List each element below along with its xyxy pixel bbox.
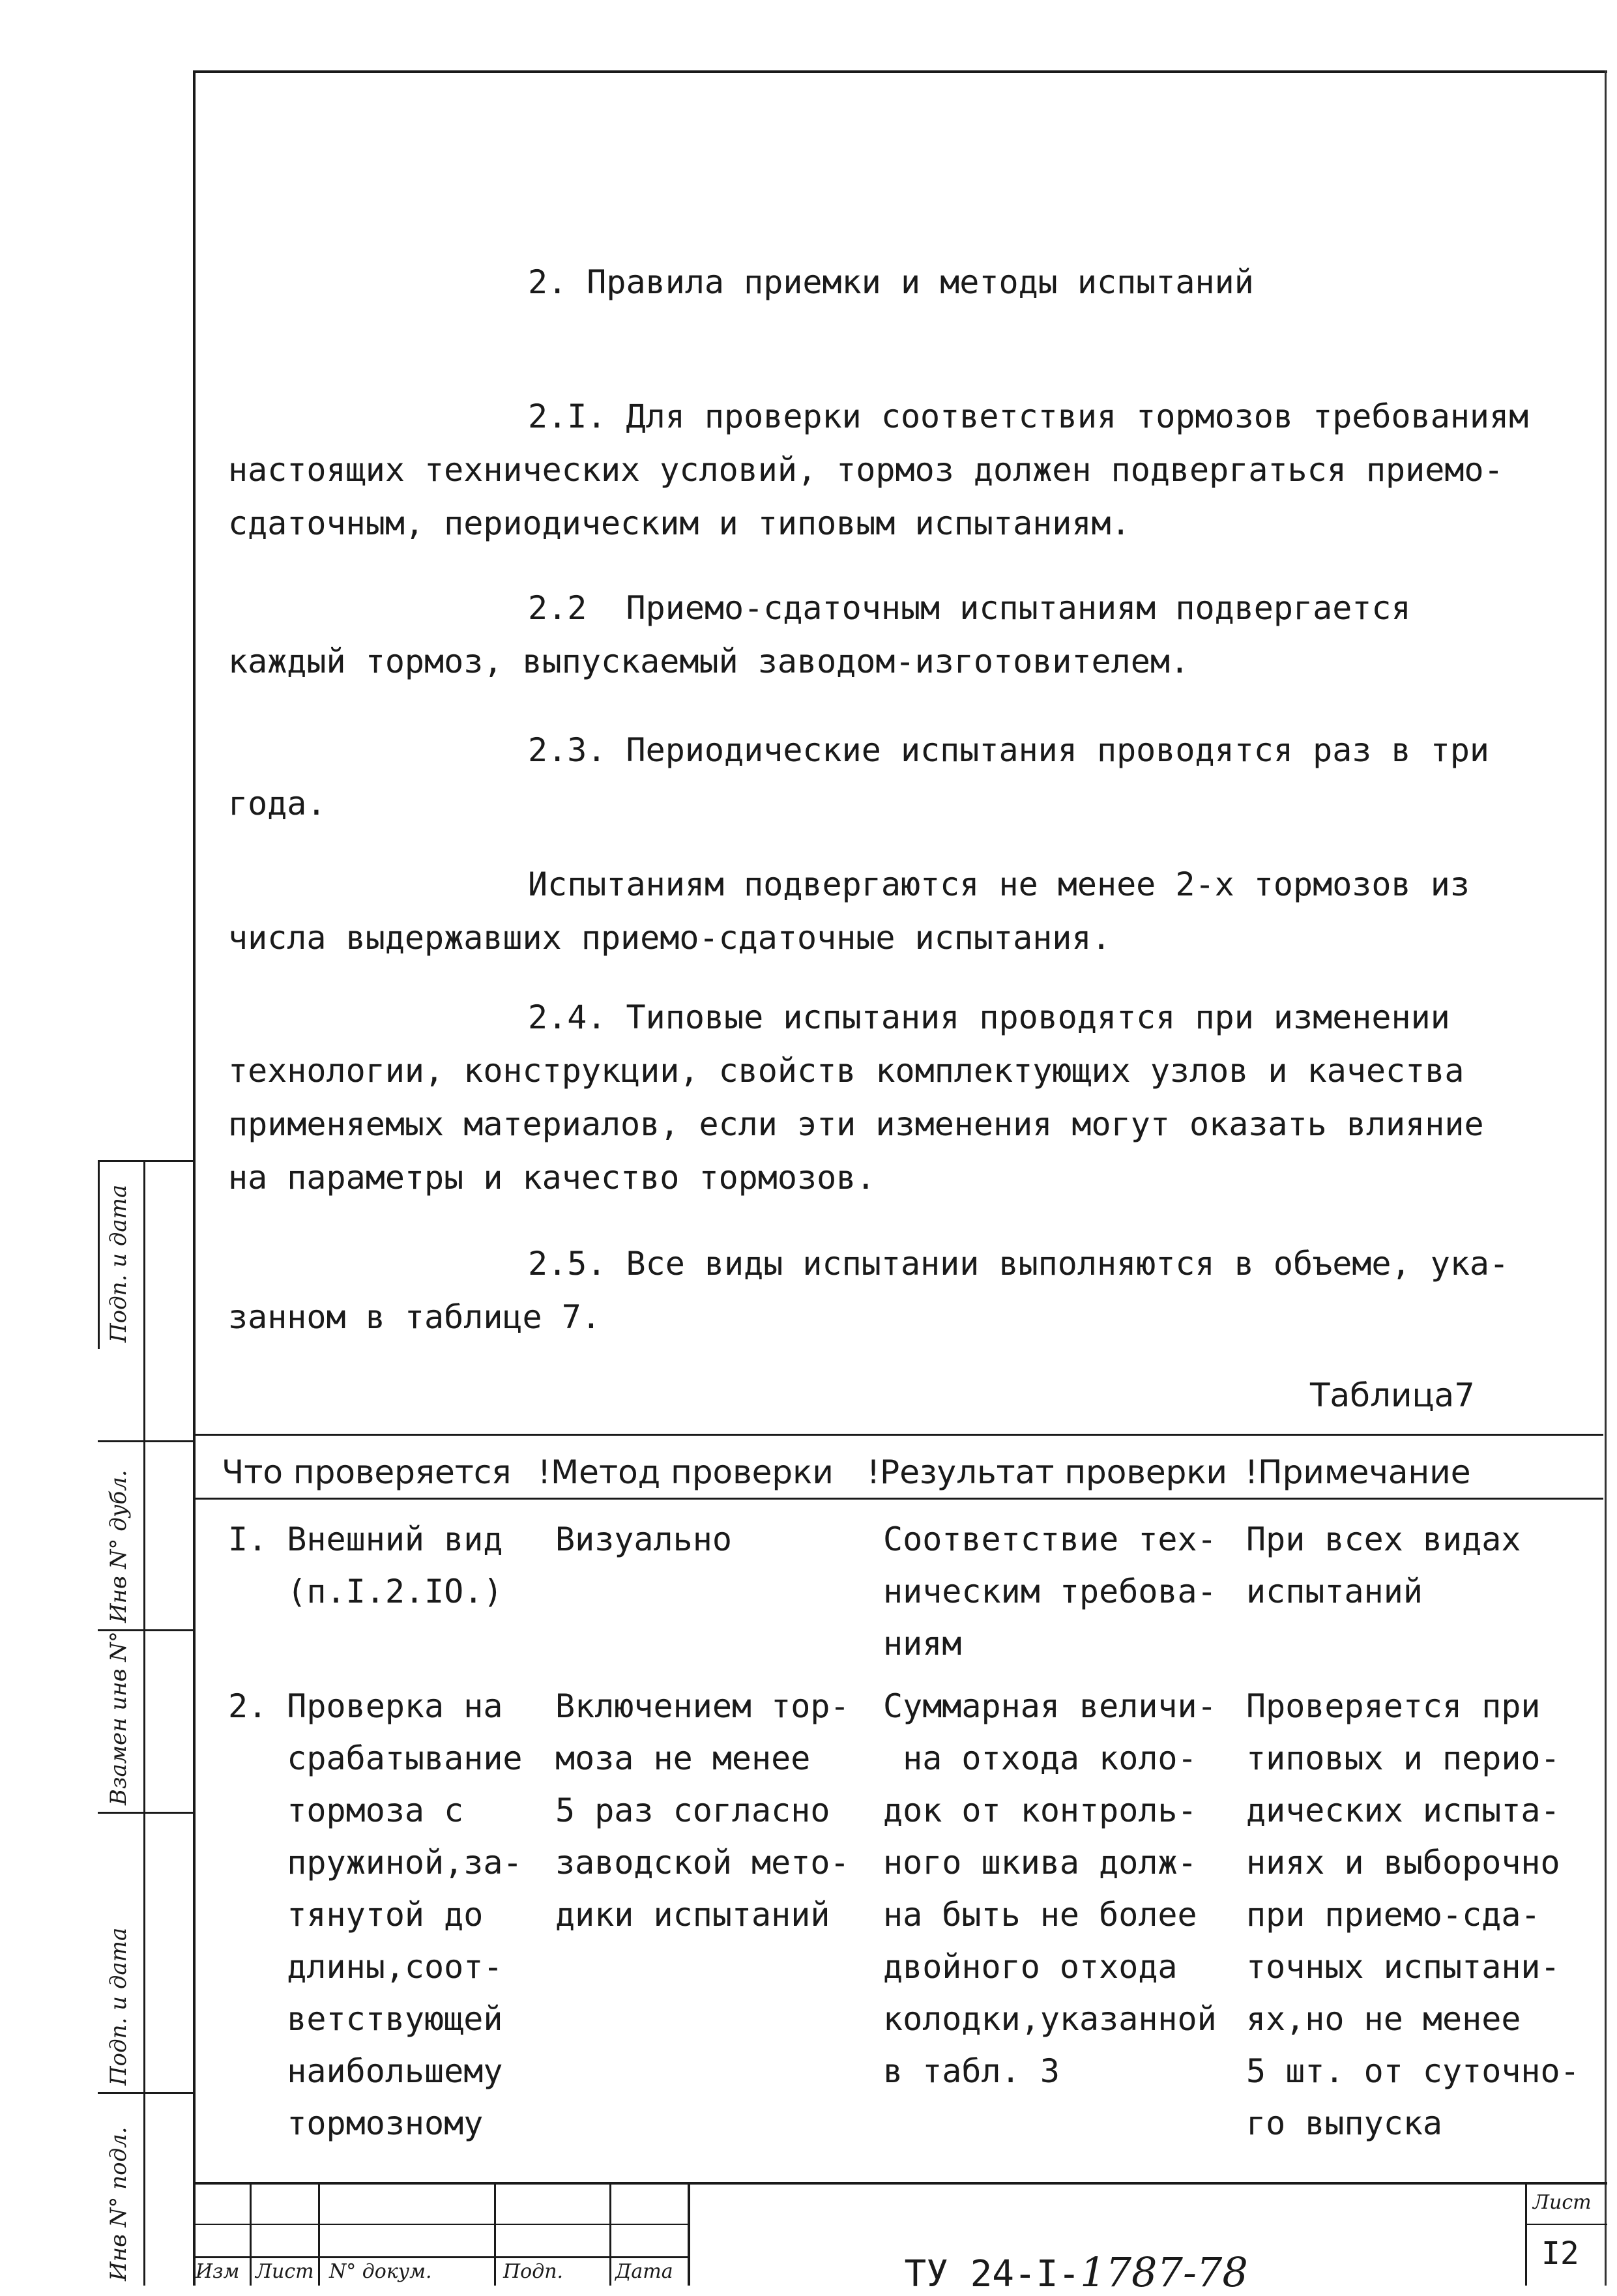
stamp-col-divider-3 — [494, 2182, 496, 2286]
side-label-podp-data-1: Подп. и дата — [106, 1927, 132, 2085]
th-note: !Примечание — [1245, 1453, 1471, 1491]
row2-note: Проверяется при типовых и перио- дических испыта- ниях и выборочно при приемо-сда- точных испытани- ях,но не менее 5 шт. от суточно- го выпуска — [1246, 1687, 1580, 2142]
stamp-col-divider-2 — [318, 2182, 320, 2286]
section-title: 2. Правила приемки и методы испытаний — [528, 263, 1254, 301]
sheet-box-rule — [1525, 2224, 1607, 2225]
side-stamp-rule-4 — [98, 2092, 193, 2094]
side-stamp — [98, 1160, 193, 2286]
para-2-3b-line1: Испытаниям подвергаются не менее 2-х тормозов из — [528, 865, 1470, 903]
para-2-4-line4: на параметры и качество тормозов. — [228, 1159, 876, 1197]
table-header-rule — [196, 1498, 1603, 1500]
row1-method: Визуально — [555, 1520, 732, 1558]
para-2-4-line3: применяемых материалов, если эти изменения могут оказать влияние — [228, 1105, 1484, 1143]
side-label-inv-dubl: Инв N° дубл. — [106, 1470, 132, 1623]
table-top-rule — [196, 1434, 1603, 1436]
side-stamp-divider — [143, 1160, 145, 2286]
para-2-3b-line2: числа выдержавших приемо-сдаточные испытания. — [228, 919, 1111, 957]
side-stamp-top-rule — [98, 1160, 193, 1162]
para-2-3-line1: 2.3. Периодические испытания проводятся раз в три — [528, 731, 1490, 769]
stamp-col-divider-5 — [688, 2182, 690, 2286]
stamp-header-rule — [193, 2256, 690, 2258]
para-2-1-line1: 2.I. Для проверки соответствия тормозов требованиям — [528, 398, 1529, 435]
side-label-inv-podl: Инв N° подл. — [106, 2127, 132, 2281]
title-block-top-rule — [193, 2182, 1607, 2185]
para-2-2-line1: 2.2 Приемо-сдаточным испытаниям подвергается — [528, 589, 1411, 627]
frame-top-border — [193, 70, 1607, 73]
doc-code — [860, 2206, 1248, 2296]
th-what: Что проверяется — [222, 1453, 512, 1491]
para-2-1-line3: сдаточным, периодическим и типовым испытаниям. — [228, 504, 1131, 542]
side-stamp-rule-1 — [98, 1440, 193, 1442]
row2-method: Включением тор- моза не менее 5 раз согласно заводской мето- дики испытаний — [555, 1687, 850, 1934]
stamp-label-date: Дата — [615, 2260, 673, 2283]
stamp-label-izm: Изм — [196, 2260, 240, 2283]
row1-note: При всех видах испытаний — [1246, 1520, 1521, 1610]
para-2-3-line2: года. — [228, 785, 327, 822]
stamp-label-list: Лист — [255, 2260, 314, 2283]
para-2-4-line2: технологии, конструкции, свойств комплектующих узлов и качества — [228, 1052, 1464, 1090]
para-2-5-line1: 2.5. Все виды испытании выполняются в объеме, ука- — [528, 1245, 1509, 1283]
stamp-row-rule — [193, 2224, 690, 2225]
para-2-5-line2: занном в таблице 7. — [228, 1298, 601, 1336]
frame-right-border — [1605, 70, 1607, 2286]
stamp-label-sign: Подп. — [503, 2260, 564, 2283]
doc-code-printed: ТУ 24-I- — [904, 2253, 1081, 2295]
stamp-col-divider-4 — [609, 2182, 611, 2286]
frame-left-border — [193, 70, 196, 2286]
sheet-box-divider — [1525, 2182, 1527, 2286]
side-label-podp-data-2: Подп. и дата — [106, 1184, 132, 1343]
row1-result: Соответствие тех- ническим требова- ниям — [883, 1520, 1217, 1663]
sheet-number: I2 — [1541, 2235, 1579, 2272]
row1-what: I. Внешний вид (п.I.2.IO.) — [228, 1520, 503, 1610]
side-stamp-rule-3 — [98, 1812, 193, 1814]
sheet-label: Лист — [1533, 2191, 1592, 2214]
side-label-vzamen: Взамен инв N° — [106, 1631, 132, 1805]
row2-what: 2. Проверка на срабатывание тормоза с пружиной,за- тянутой до длины,соот- ветствующей наибольшему тормозному — [228, 1687, 523, 2142]
row2-result: Суммарная величи- на отхода коло- док от контроль- ного шкива долж- на быть не более двойного отхода колодки,указанной в табл. 3 — [883, 1687, 1217, 2090]
stamp-col-divider-1 — [250, 2182, 252, 2286]
th-method: !Метод проверки — [538, 1453, 834, 1491]
para-2-1-line2: настоящих технических условий, тормоз должен подвергаться приемо- — [228, 451, 1504, 489]
side-stamp-edge — [98, 1160, 100, 1349]
doc-code-handwritten: 1787-78 — [1080, 2248, 1248, 2296]
para-2-4-line1: 2.4. Типовые испытания проводятся при изменении — [528, 998, 1450, 1036]
stamp-label-doc: N° докум. — [329, 2260, 432, 2283]
para-2-2-line2: каждый тормоз, выпускаемый заводом-изготовителем. — [228, 643, 1190, 680]
table-caption: Таблица7 — [1310, 1376, 1475, 1414]
th-result: !Результат проверки — [867, 1453, 1228, 1491]
